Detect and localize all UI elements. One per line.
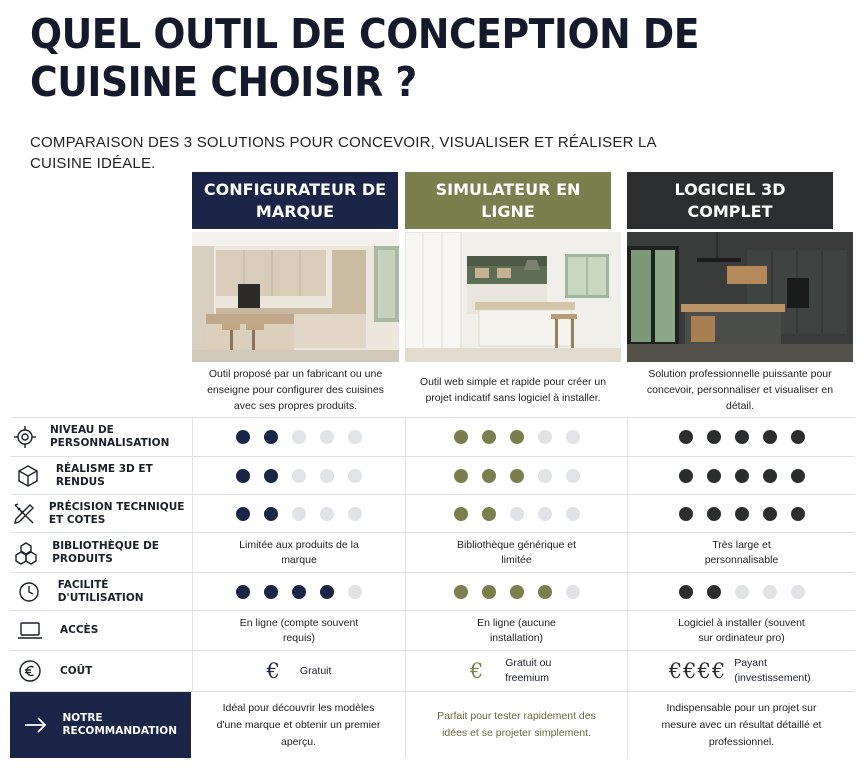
page-subtitle: COMPARAISON DES 3 SOLUTIONS POUR CONCEVOIR, VISUALISER ET RÉALISER LA CUISINE IDÉALE. [30,134,656,172]
row-label: NIVEAU DE PERSONNALISATION [49,424,170,449]
rating-dot-filled [679,507,693,521]
rating-dot-empty [348,507,362,521]
rating-dot-filled [264,585,278,599]
rating-dot-filled [264,507,278,521]
rating-dot-filled [236,585,250,599]
rating-dot-filled [236,507,250,521]
recommendation-label: NOTRE RECOMMANDATION [62,712,177,737]
rating-dot-empty [292,469,306,483]
rating-dot-filled [264,430,278,444]
rating-dot-filled [236,430,250,444]
rating-dot-filled [510,469,524,483]
row-precision [10,494,855,532]
row-label: COÛT [60,664,93,677]
rating-dot-filled [763,469,777,483]
rating-dot-filled [510,585,524,599]
rating-dot-filled [482,507,496,521]
clock-icon [10,580,48,604]
rating-dot-filled [292,585,306,599]
rating-dot-filled [707,507,721,521]
cell-text: Limitée aux produits de la marque [239,538,359,566]
rating-dots [454,469,580,483]
euro-symbol: €€€€ [668,659,727,683]
rating-dot-filled [264,469,278,483]
pencil-ruler-icon [10,502,39,526]
rating-dot-filled [679,430,693,444]
rating-dot-empty [735,585,749,599]
arrow-right-icon [20,715,52,735]
rating-dots [679,585,805,599]
recommendation-label-box [10,692,191,758]
rating-dot-filled [679,469,693,483]
row-label: ACCÈS [60,624,99,636]
column-header-simulateur: SIMULATEUR EN LIGNE [405,172,611,229]
row-label: RÉALISME 3D ET RENDUS [55,462,153,488]
rating-dot-empty [510,507,524,521]
rating-dot-filled [236,469,250,483]
rating-dot-filled [320,585,334,599]
rating-dot-filled [791,507,805,521]
rating-dot-filled [538,585,552,599]
rating-dot-filled [454,430,468,444]
row-label: FACILITÉ D'UTILISATION [57,578,144,604]
rating-dot-filled [679,585,693,599]
cell-text: Bibliothèque générique et limitée [456,538,577,566]
rating-dot-filled [482,430,496,444]
rating-dot-filled [454,507,468,521]
rating-dot-filled [791,469,805,483]
rating-dot-filled [454,585,468,599]
rating-dot-filled [735,430,749,444]
column-description-simulateur: Outil web simple et rapide pour créer un projet indicatif sans logiciel à installer. [419,376,607,404]
rating-dot-filled [735,469,749,483]
column-description-configurateur: Outil proposé par un fabricant ou une enseigne pour configurer des cuisines avec ses propres produits. [207,368,384,412]
rating-dot-filled [707,469,721,483]
row-label: BIBLIOTHÈQUE DE PRODUITS [52,539,159,565]
rating-dot-filled [482,585,496,599]
rating-dots [454,507,580,521]
rating-dots [236,469,362,483]
column-header-configurateur: CONFIGURATEUR DE MARQUE [192,172,398,229]
rating-dot-empty [566,507,580,521]
cost-text: Gratuit ou freemium [505,657,552,684]
cell-text: Logiciel à installer (souvent sur ordinateur pro) [678,616,805,644]
laptop-icon [10,620,50,642]
rating-dot-filled [735,507,749,521]
boxes-icon [10,541,42,565]
target-icon [10,425,40,449]
row-cout [10,650,855,691]
rating-dot-empty [348,585,362,599]
rating-dots [679,469,805,483]
rating-dot-empty [538,430,552,444]
rating-dots [454,585,580,599]
rating-dot-empty [292,507,306,521]
rating-dot-empty [566,469,580,483]
rating-dot-filled [482,469,496,483]
cell-text: En ligne (aucune installation) [477,616,556,644]
row-bibliotheque [10,532,855,572]
rating-dot-empty [348,430,362,444]
recommendation-text: Parfait pour tester rapidement des idées et se projeter simplement. [437,710,596,739]
rating-dot-empty [292,430,306,444]
rating-dot-empty [763,585,777,599]
rating-dot-filled [763,507,777,521]
row-acces [10,610,855,650]
rating-dot-empty [320,469,334,483]
row-facilite [10,572,855,610]
euro-symbol: € [266,659,280,683]
cost-text: Payant (investissement) [734,657,811,684]
rating-dot-empty [538,469,552,483]
column-header-logiciel-3d: LOGICIEL 3D COMPLET [627,172,833,229]
rating-dot-filled [707,430,721,444]
rating-dots [454,430,580,444]
rating-dot-filled [510,430,524,444]
cell-text: En ligne (compte souvent requis) [239,616,359,644]
rating-dot-empty [538,507,552,521]
rating-dot-filled [707,585,721,599]
kitchen-photo-dark [627,232,853,362]
euro-symbol: € [469,659,484,683]
page-title: QUEL OUTIL DE CONCEPTION DE CUISINE CHOISIR ? [30,10,700,106]
rating-dots [236,585,362,599]
row-personnalisation [10,417,855,456]
rating-dot-empty [566,585,580,599]
rating-dot-filled [454,469,468,483]
rating-dot-filled [763,430,777,444]
euro-icon [10,659,50,683]
rating-dots [679,430,805,444]
kitchen-photo-beige [192,232,399,362]
row-realisme [10,456,855,494]
rating-dot-empty [791,585,805,599]
rating-dots [236,430,362,444]
rating-dot-empty [320,507,334,521]
rating-dots [679,507,805,521]
row-label: PRÉCISION TECHNIQUE ET COTES [48,500,185,526]
cube-icon [10,464,46,488]
recommendation-text: Idéal pour découvrir les modèles d'une marque et obtenir un premier aperçu. [216,701,381,748]
rating-dot-empty [348,469,362,483]
rating-dot-empty [566,430,580,444]
kitchen-photo-green [405,232,621,362]
column-description-logiciel-3d: Solution professionnelle puissante pour concevoir, personnaliser et visualiser en détail. [646,368,834,412]
cost-text: Gratuit [299,664,332,677]
row-recommendation [10,691,855,758]
rating-dots [236,507,362,521]
cell-text: Très large et personnalisable [704,538,779,566]
recommendation-text: Indispensable pour un projet sur mesure avec un résultat détaillé et professionnel. [661,701,822,748]
rating-dot-empty [320,430,334,444]
rating-dot-filled [791,430,805,444]
